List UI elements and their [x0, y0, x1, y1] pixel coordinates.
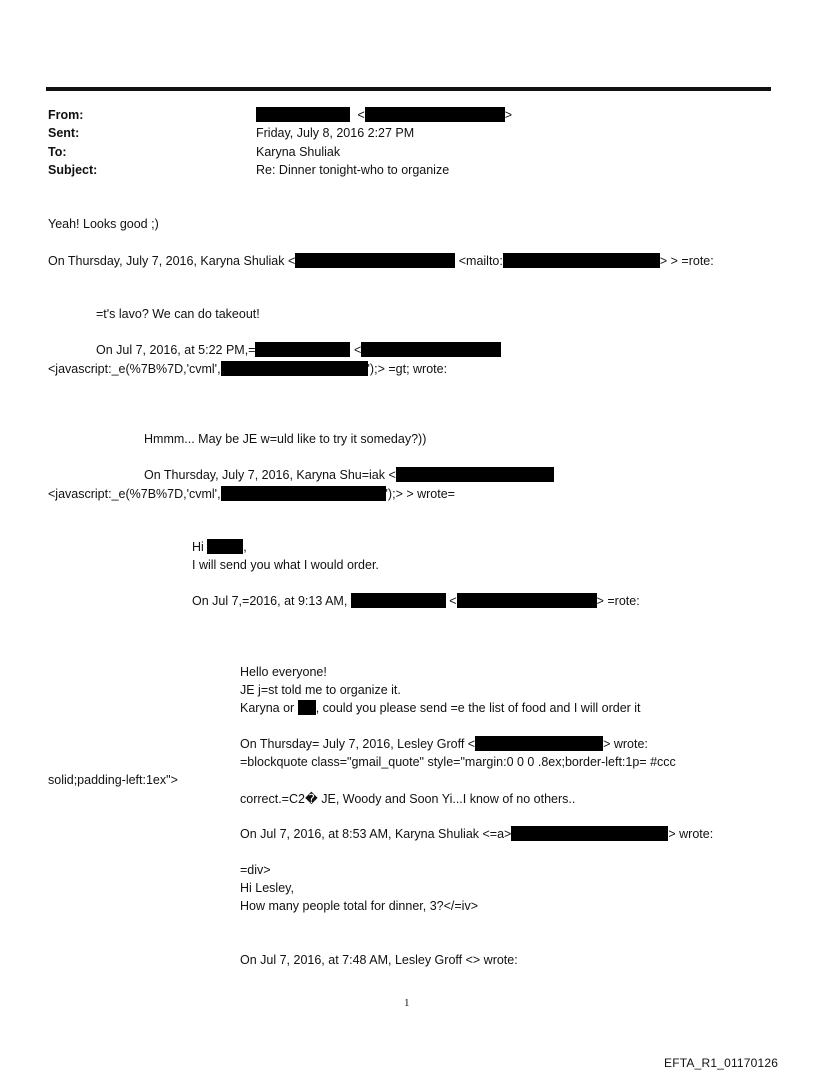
quote-header-text: <: [353, 343, 362, 357]
quote-header-5: [240, 736, 648, 753]
quote-header-text: > =rote:: [596, 594, 640, 608]
quote-header-text: ');> =gt; wrote:: [367, 362, 448, 376]
quote-header-text: On Jul 7, 2016, at 8:53 AM, Karyna Shuliak <=a>: [240, 827, 512, 841]
reply-text: Yeah! Looks good ;): [48, 217, 159, 231]
quoted-line: solid;padding-left:1ex">: [48, 773, 178, 787]
quoted-line: correct.=C2� JE, Woody and Soon Yi...I know of no others..: [240, 792, 576, 806]
redaction-block: [221, 486, 386, 501]
redaction-block: [351, 593, 446, 608]
quote-header-text: <: [449, 594, 457, 608]
quote-header-4: [192, 593, 640, 610]
redaction-block: [503, 253, 660, 268]
redaction-block: [457, 593, 597, 608]
quote-header-3b: [48, 486, 455, 503]
sent-value: Friday, July 8, 2016 2:27 PM: [256, 126, 415, 140]
quote-header-text: > wrote:: [603, 737, 648, 751]
header-rule: [46, 87, 771, 91]
subject-label: Subject:: [48, 163, 98, 177]
quoted-line: JE j=st told me to organize it.: [240, 683, 401, 697]
quoted-line: I will send you what I would order.: [192, 558, 379, 572]
quote-header-6: [240, 826, 713, 843]
greeting-line: [192, 539, 247, 556]
quote-header-text: On Jul 7,=2016, at 9:13 AM,: [192, 594, 348, 608]
quoted-line: Hello everyone!: [240, 665, 327, 679]
quote-header-text: On Thursday, July 7, 2016, Karyna Shu=iak <: [144, 468, 396, 482]
quote-header-2: [96, 342, 501, 359]
quote-header-text: On Thursday= July 7, 2016, Lesley Groff <: [240, 737, 476, 751]
quoted-line: [240, 700, 641, 717]
quoted-text: , could you please send =e the list of food and I will order it: [315, 701, 641, 715]
subject-value: Re: Dinner tonight-who to organize: [256, 163, 450, 177]
quote-header-text: On Jul 7, 2016, at 5:22 PM,=: [96, 343, 256, 357]
quote-header-text: On Thursday, July 7, 2016, Karyna Shuliak <: [48, 254, 296, 268]
redaction-block: [361, 342, 501, 357]
from-label: From:: [48, 108, 84, 122]
quoted-line: =div>: [240, 863, 271, 877]
quoted-line: How many people total for dinner, 3?</=iv>: [240, 899, 478, 913]
quote-header-2b: [48, 361, 447, 378]
page-number: 1: [404, 997, 410, 1009]
to-label: To:: [48, 145, 67, 159]
redaction-block: [298, 700, 316, 715]
redaction-block: [295, 253, 455, 268]
redaction-block: [255, 342, 350, 357]
quote-header-text: ');> > wrote=: [385, 487, 455, 501]
redaction-block: [221, 361, 368, 376]
redaction-block: [511, 826, 668, 841]
quoted-text: ,: [243, 540, 247, 554]
quote-header-text: <javascript:_e(%7B%7D,'cvml',: [48, 487, 221, 501]
quoted-line: Hi Lesley,: [240, 881, 294, 895]
redaction-block: [256, 107, 350, 122]
quoted-line: =blockquote class="gmail_quote" style="margin:0 0 0 .8ex;border-left:1p= #ccc: [240, 755, 676, 769]
redaction-block: [207, 539, 243, 554]
quote-header-1: [48, 253, 714, 270]
quote-header-text: > wrote:: [668, 827, 714, 841]
to-value: Karyna Shuliak: [256, 145, 341, 159]
quote-header-text: <mailto:: [458, 254, 503, 268]
from-value: [256, 107, 512, 124]
quoted-line: =t's lavo? We can do takeout!: [96, 307, 260, 321]
quote-header-text: <javascript:_e(%7B%7D,'cvml',: [48, 362, 221, 376]
redaction-block: [475, 736, 603, 751]
from-lt: <: [357, 108, 365, 122]
quote-header-text: > > =rote:: [659, 254, 714, 268]
quote-header-7: On Jul 7, 2016, at 7:48 AM, Lesley Groff <> wrote:: [240, 953, 518, 967]
quoted-line: Hmmm... May be JE w=uld like to try it someday?)): [144, 432, 427, 446]
quoted-text: Karyna or: [240, 701, 295, 715]
redaction-block: [396, 467, 554, 482]
document-id: EFTA_R1_01170126: [664, 1056, 779, 1070]
quote-header-3: [144, 467, 554, 484]
sent-label: Sent:: [48, 126, 80, 140]
redaction-block: [365, 107, 505, 122]
quoted-text: Hi: [192, 540, 204, 554]
from-gt: >: [504, 108, 513, 122]
